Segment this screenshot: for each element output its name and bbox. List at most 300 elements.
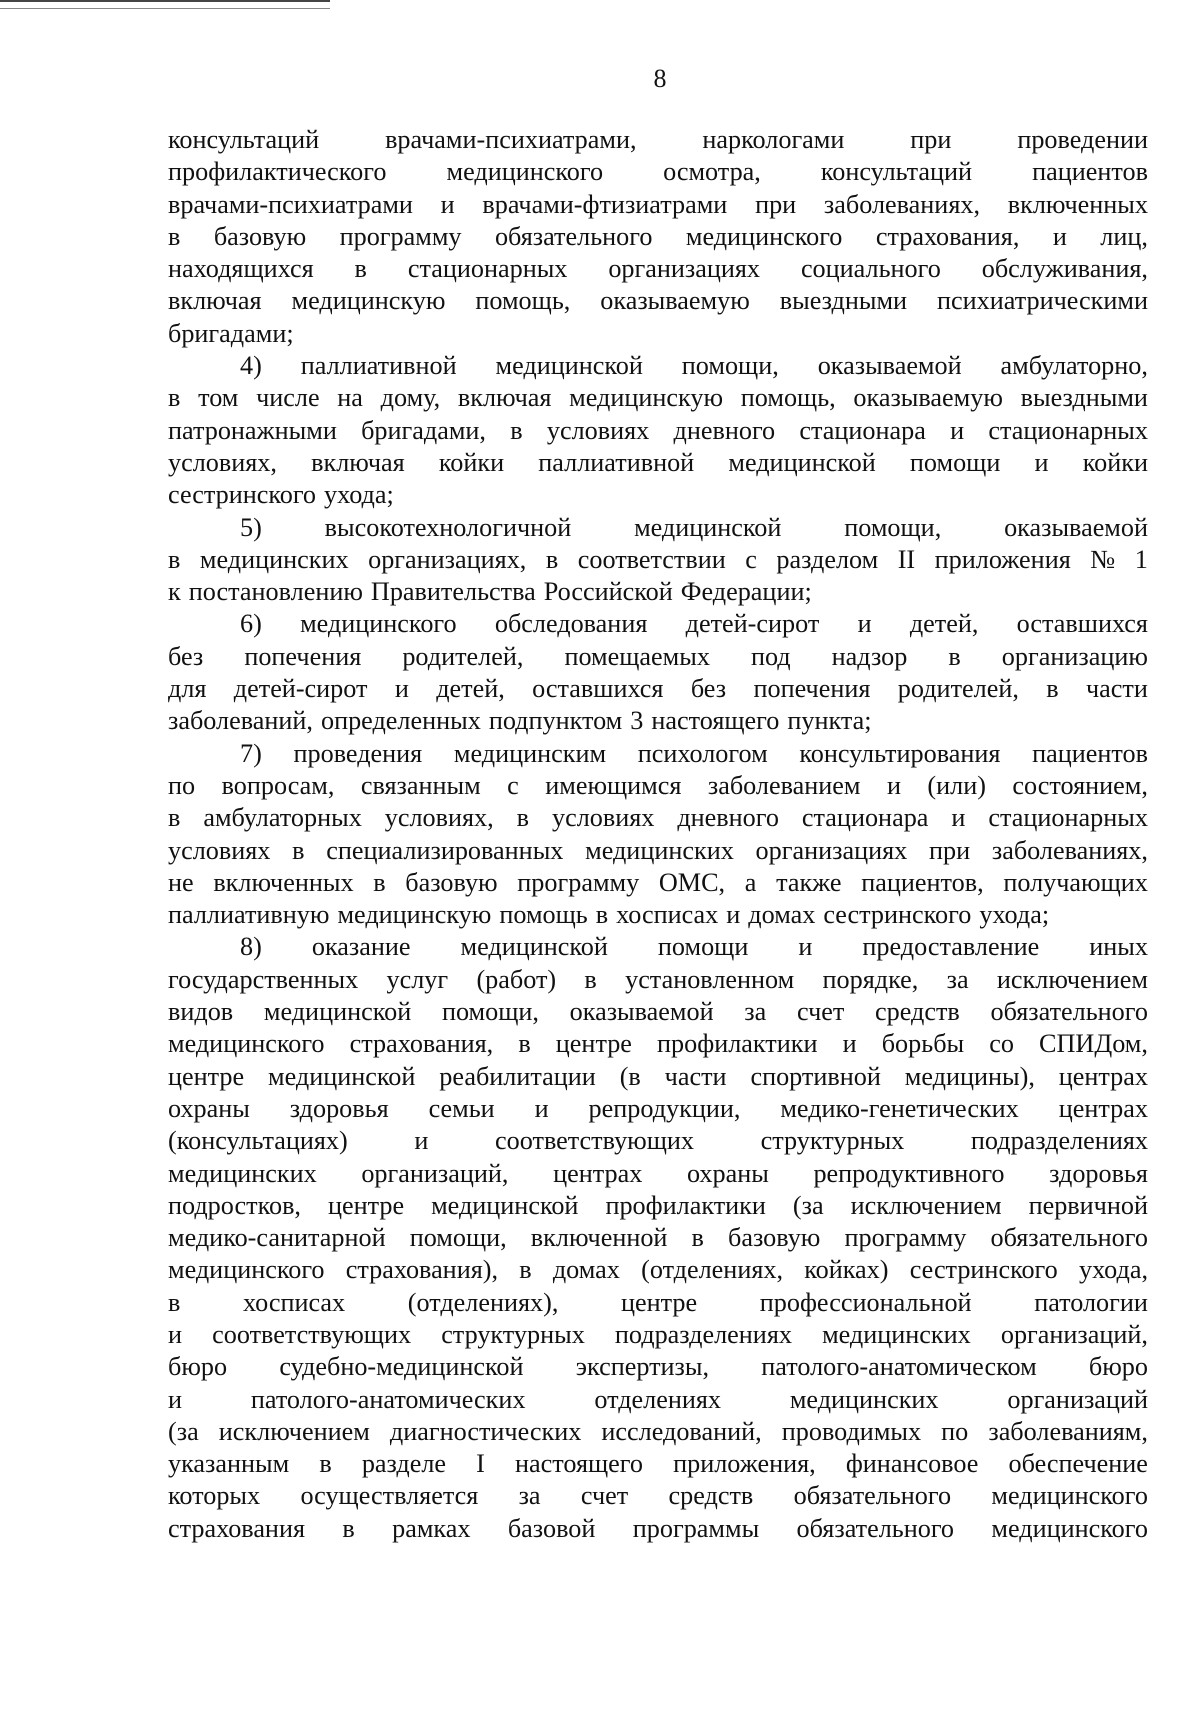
word: оказание [311,932,411,962]
word: стационара [799,415,926,445]
word: с [745,544,757,574]
word: медицинских [585,835,734,865]
word: оставшихся [532,674,664,704]
text-line [168,770,1148,802]
word: том [198,383,239,413]
word: высокотехнологичной [324,512,572,542]
word: и [857,609,872,639]
word: условиях, [384,803,494,833]
word: специализированных [326,835,564,865]
word: страхования [168,1513,306,1543]
word: 5) [240,512,262,542]
word: центрах [1058,1061,1148,1091]
word: приложения, [673,1449,816,1479]
word: обеспечение [1008,1449,1148,1479]
text-line [168,221,1148,253]
word: приложения [934,544,1071,574]
text-line [168,899,1148,931]
word: в [292,835,305,865]
word: исключением [218,1416,370,1446]
word: и [726,900,741,930]
word: не [168,867,194,897]
word: помещаемых [564,641,710,671]
word: паллиативную [168,900,330,930]
text-line [168,1028,1148,1060]
word: в [545,544,559,574]
word: осмотра, [663,157,761,187]
word: патологии [1034,1287,1148,1317]
word: программы [632,1513,760,1543]
word: для [168,674,207,704]
word: 3 [630,706,644,736]
word: проведении [1017,125,1148,154]
text-line [168,1061,1148,1093]
word: подростков, [168,1190,301,1220]
word: в [319,1449,332,1479]
word: охраны [686,1158,769,1188]
word: оказываемую [600,286,750,316]
word: койках) [804,1255,889,1285]
word: и [842,1029,857,1059]
word: в [519,1255,532,1285]
word: и [168,1319,183,1349]
word: детей-сирот [685,609,820,639]
text-line [168,738,1148,770]
word: медицинским [453,738,607,768]
word: наркологами [702,125,845,154]
word: оказываемую [853,383,1003,413]
word: медицинского [991,1513,1148,1543]
word: консультаций [820,157,973,187]
word: разделе [361,1449,447,1479]
word: также [776,867,842,897]
word: и [440,189,455,219]
word: в [510,415,523,445]
word: медицинской [460,932,608,962]
text-line [168,544,1148,576]
word: настоящего [515,1449,643,1479]
word: и [168,1384,183,1414]
word: пациентов [1032,157,1148,187]
word: исследований, [601,1416,762,1446]
word: стационарных [988,803,1148,833]
word: экспертизы, [575,1352,710,1382]
word: медицинской [431,1190,579,1220]
text-line [168,318,1148,350]
word: государственных [168,964,359,994]
word: включенных [1007,189,1148,219]
text-line [168,608,1148,640]
page-number: 8 [653,64,667,93]
word: психиатрическими [937,286,1148,316]
text-line [168,1190,1148,1222]
word: домах [748,900,816,930]
word: средств [875,997,960,1027]
text-line [168,867,1148,899]
word: заболеваниях, [991,835,1148,865]
word: 1 [1134,544,1148,574]
word: подразделениях [970,1126,1148,1156]
word: помощи, [441,997,539,1027]
word: № [1090,544,1116,574]
word: структурных [760,1126,905,1156]
word: медико-санитарной [168,1223,386,1253]
word: организаций [1007,1384,1148,1414]
word: реабилитации [439,1061,596,1091]
word: в [342,1513,355,1543]
word: по [168,770,196,800]
word: профилактики [605,1190,766,1220]
word: (или) [927,770,986,800]
word: за [518,1481,541,1511]
word: в [518,1029,531,1059]
word: за [744,997,767,1027]
word: стационарных [407,254,568,284]
word: части [664,1061,727,1091]
word: дневного [673,415,776,445]
word: порядке, [822,964,919,994]
word: медицинских [168,1158,317,1188]
word: в [168,803,181,833]
text-line [168,350,1148,382]
text-line [168,1384,1148,1416]
word: 7) [240,738,262,768]
word: попечения [244,641,362,671]
word: 4) [240,351,262,381]
text-line [168,996,1148,1028]
word: иных [1089,932,1148,962]
word: включая [457,383,552,413]
word: включая [168,286,262,316]
word: обслуживания, [981,254,1148,284]
word: осуществляется [300,1481,479,1511]
text-line [168,931,1148,963]
word: в [168,544,181,574]
word: с [507,770,519,800]
word: медицинских [789,1384,939,1414]
word: в [373,867,386,897]
word: по [941,1416,969,1446]
word: выездными [1020,383,1148,413]
word: репродукции, [588,1093,741,1123]
word: счет [796,997,845,1027]
word: 8) [240,932,262,962]
word: хосписах [242,1287,346,1317]
word: получающих [1003,867,1148,897]
text-line [168,382,1148,414]
word: профессиональной [759,1287,972,1317]
word: условиях [551,803,655,833]
word: обязательного [796,1513,955,1543]
word: и [886,770,901,800]
word: хосписах [616,900,719,930]
word: койки [1082,447,1148,477]
word: медико-генетических [780,1093,1019,1123]
word: заболеваниям, [988,1416,1148,1446]
word: организациях [755,835,908,865]
text-line [168,576,1148,608]
word: которых [168,1481,261,1511]
word: настоящего [651,706,780,736]
word: сестринского [909,1255,1058,1285]
text-line [168,1416,1148,1448]
word: соответствующих [495,1126,695,1156]
word: паллиативной [300,351,457,381]
word: включенной [530,1223,668,1253]
word: в [948,641,961,671]
word: и [534,1093,549,1123]
word: исключением [996,964,1148,994]
word: определенных [320,706,481,736]
text-line [168,1222,1148,1254]
text-line [168,253,1148,285]
word: и [414,1126,429,1156]
word: указанным [168,1449,290,1479]
text-line [168,1319,1148,1351]
word: оказываемой [1004,512,1148,542]
word: ОМС, [658,867,726,897]
word: репродуктивного [813,1158,1005,1188]
word: включенных [213,867,354,897]
text-line [168,512,1148,544]
word: помощь [499,900,588,930]
word: койки [438,447,505,477]
word: центрах [1058,1093,1148,1123]
word: условиях [168,835,271,865]
word: диагностических [389,1416,582,1446]
word: а [744,867,757,897]
text-line [168,1254,1148,1286]
word: при [755,189,797,219]
word: центрах [553,1158,643,1188]
text-line [168,1480,1148,1512]
word: и [798,932,813,962]
word: обязательного [793,1481,952,1511]
text-line [168,705,1148,737]
word: страхования, [349,1029,494,1059]
word: родителей, [402,641,524,671]
text-line [168,1125,1148,1157]
word: II [897,544,916,574]
word: за [946,964,969,994]
word: детей, [436,674,505,704]
word: паллиативной [538,447,695,477]
word: обязательного [990,1223,1148,1253]
word: консультаций [168,125,320,154]
word: (работ) [476,964,557,994]
text-line [168,1158,1148,1190]
word: стационарных [988,415,1148,445]
word: организациях [608,254,761,284]
word: СПИДом, [1039,1029,1148,1059]
word: в [516,803,530,833]
word: медицинского [991,1481,1148,1511]
text-line [168,1351,1148,1383]
word: программу [844,1223,967,1253]
word: ухода, [1078,1255,1148,1285]
word: пациентов [1032,738,1148,768]
word: проведения [293,738,423,768]
document-body [168,124,1148,1545]
word: на [337,383,363,413]
word: I [476,1449,485,1479]
text-line [168,964,1148,996]
word: медицинской [268,1061,416,1091]
word: выездными [779,286,908,316]
word: медицинскую [291,286,446,316]
word: обязательного [990,997,1148,1027]
text-line [168,835,1148,867]
word: при [910,125,952,154]
word: Правительства [370,577,536,607]
word: медицинских [199,544,349,574]
word: здоровья [289,1093,389,1123]
word: в [691,1223,704,1253]
word: помощи, [681,351,779,381]
word: патронажными [168,415,337,445]
word: и [1034,447,1049,477]
word: в [168,383,181,413]
text-line [168,285,1148,317]
word: медицинской [263,997,412,1027]
text-line [168,641,1148,673]
word: бюро [1088,1352,1148,1382]
word: медицинского [446,157,604,187]
word: Федерации; [680,577,812,607]
word: (за [792,1190,824,1220]
text-line [168,189,1148,221]
word: страхования, [875,221,1020,251]
word: лиц, [1100,221,1148,251]
word: под [750,641,791,671]
word: заболеваниях, [823,189,981,219]
word: при [929,835,971,865]
word: (консультациях) [168,1126,348,1156]
text-line [168,447,1148,479]
word: обследования [494,609,648,639]
word: сестринского [168,480,317,510]
word: пациентов, [861,867,984,897]
word: Российской [543,577,673,607]
word: 6) [240,609,262,639]
word: первичной [1028,1190,1148,1220]
word: без [168,641,204,671]
word: базовую [728,1223,821,1253]
word: социального [800,254,941,284]
word: медицинского [168,1029,325,1059]
word: помощи [657,932,749,962]
word: базовой [507,1513,596,1543]
word: страхования), [345,1255,499,1285]
word: предоставление [862,932,1040,962]
word: видов [168,997,234,1027]
word: базовую [405,867,498,897]
word: детей-сирот [233,674,368,704]
word: дневного [677,803,779,833]
word: организаций, [1000,1319,1148,1349]
word: и [1052,221,1067,251]
word: разделом [776,544,879,574]
word: бюро [168,1352,228,1382]
word: в [1046,674,1059,704]
word: исключением [850,1190,1002,1220]
word: пункта; [787,706,872,736]
word: медицинской [634,512,782,542]
word: организацию [1001,641,1148,671]
word: рамках [392,1513,471,1543]
word: и [950,415,965,445]
word: родителей, [897,674,1019,704]
word: программу [517,867,640,897]
text-line [168,415,1148,447]
word: центре [621,1287,698,1317]
word: связанным [360,770,481,800]
word: медицинских [822,1319,971,1349]
word: подпунктом [488,706,623,736]
word: семьи [428,1093,495,1123]
word: попечения [753,674,871,704]
word: ухода; [979,900,1050,930]
word: центре [555,1029,632,1059]
word: финансовое [845,1449,979,1479]
word: со [989,1029,1014,1059]
word: заболеванием [707,770,861,800]
text-line [168,673,1148,705]
word: организациях, [368,544,527,574]
word: соответствующих [212,1319,412,1349]
word: состоянием, [1012,770,1148,800]
word: медицинского [300,609,457,639]
word: амбулаторных [203,803,362,833]
text-line [168,124,1148,156]
word: здоровья [1049,1158,1148,1188]
word: без [690,674,727,704]
word: (в [619,1061,641,1091]
text-line [168,1093,1148,1125]
word: домах [552,1255,620,1285]
word: сестринского [823,900,972,930]
word: бригадами, [361,415,486,445]
text-line [168,1287,1148,1319]
word: к [168,577,181,607]
word: оставшихся [1016,609,1148,639]
word: в [168,221,181,251]
word: стационара [801,803,929,833]
word: заболеваний, [168,706,313,736]
word: медицинскую [337,900,492,930]
word: медицинской [728,447,876,477]
word: в [354,254,367,284]
word: базовую [213,221,307,251]
word: судебно-медицинской [279,1352,524,1382]
word: спортивной [750,1061,881,1091]
word: помощи, [409,1223,507,1253]
text-line [168,1513,1148,1545]
word: дому, [380,383,441,413]
word: вопросам, [221,770,335,800]
word: врачами-психиатрами [168,189,413,219]
word: соответствии [577,544,726,574]
word: профилактики [657,1029,818,1059]
word: патолого-анатомических [250,1384,526,1414]
word: условиях [546,415,650,445]
word: в [595,900,609,930]
word: медицинской [495,351,643,381]
word: профилактического [168,157,387,187]
word: в [584,964,597,994]
word: ухода; [324,480,394,510]
word: медицинскую [569,383,724,413]
